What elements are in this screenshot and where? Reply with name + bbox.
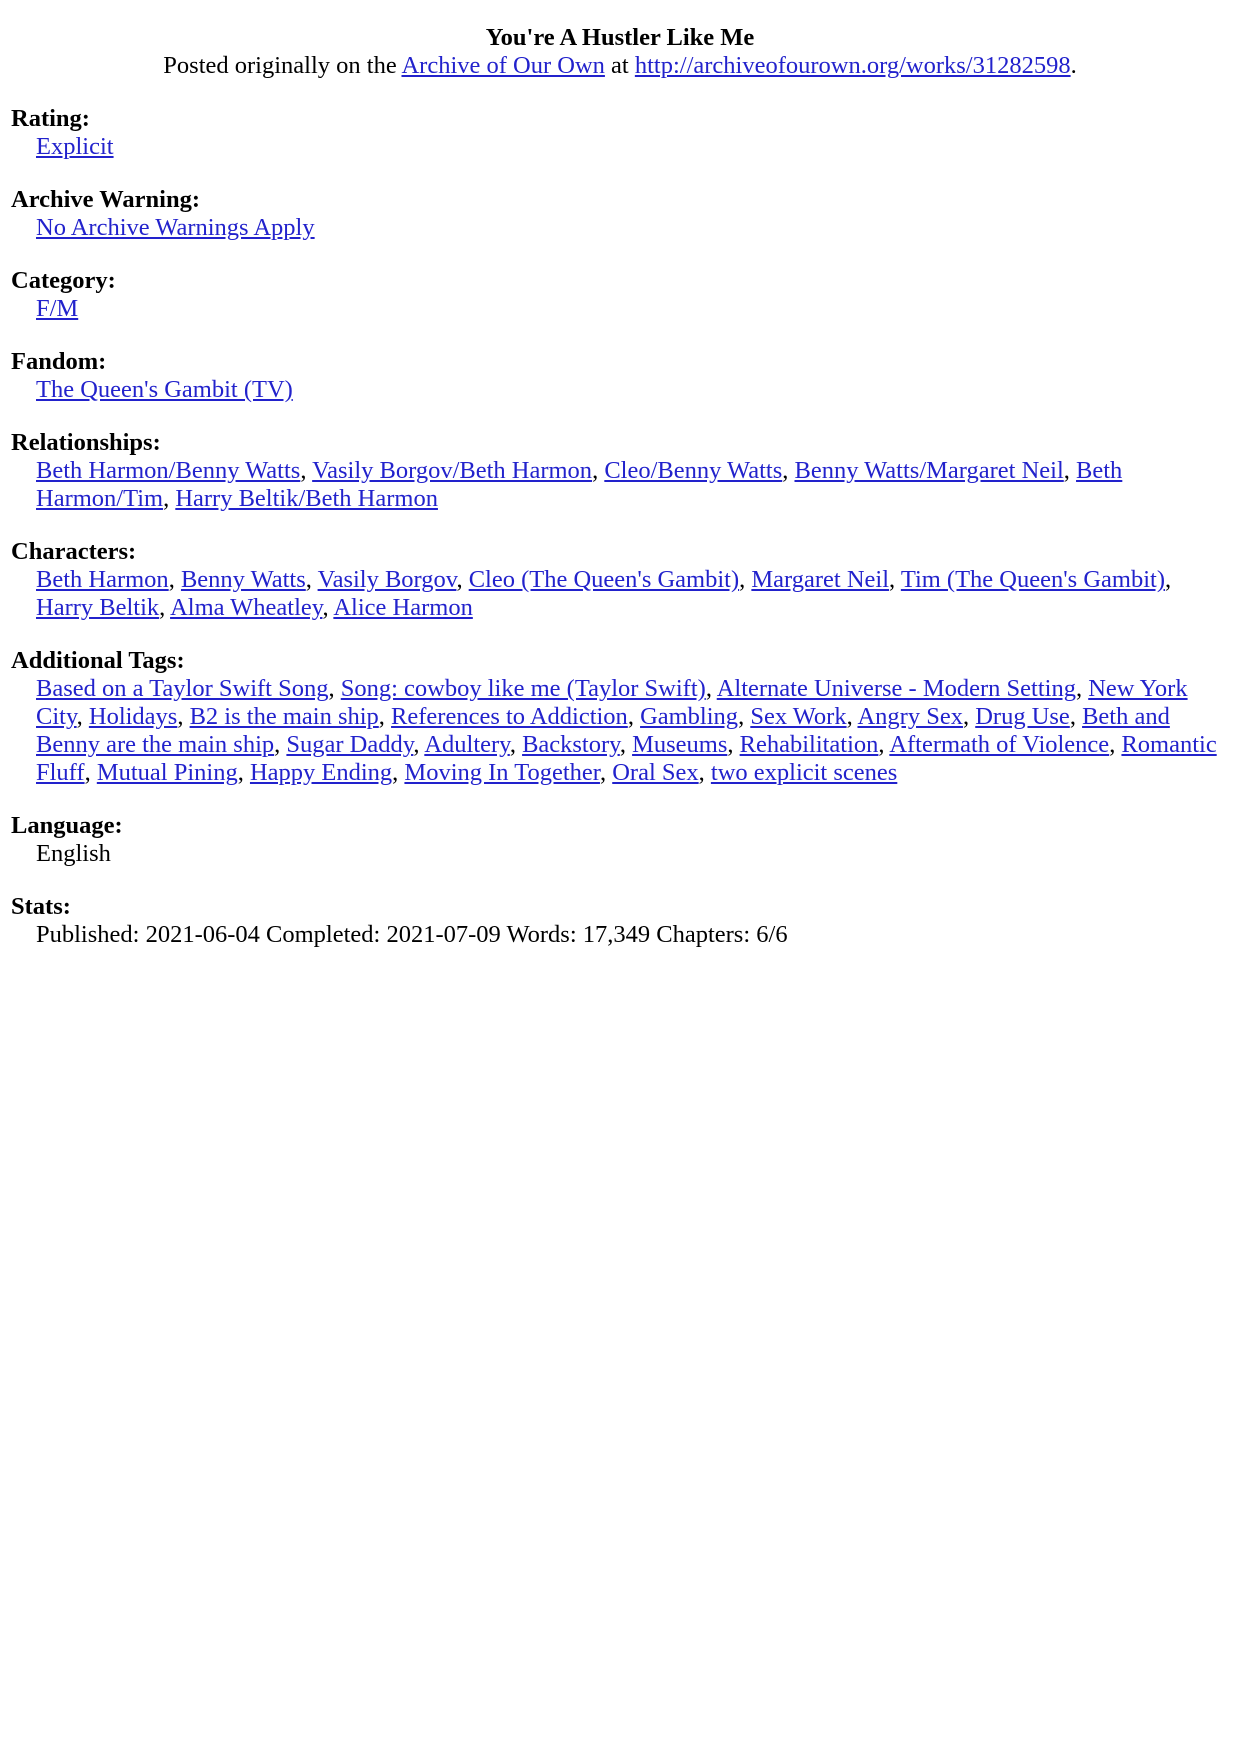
list-separator: ,: [705, 675, 717, 702]
additional-tag-link[interactable]: Holidays: [88, 703, 178, 730]
list-separator: ,: [782, 457, 795, 484]
additional-tag-links: [11, 675, 1229, 787]
list-separator: ,: [739, 566, 752, 593]
additional-tag-link[interactable]: B2 is the main ship: [189, 703, 379, 730]
additional-tag-link[interactable]: Drug Use: [975, 703, 1070, 730]
fandom-links: [11, 376, 1229, 404]
list-separator: ,: [163, 485, 176, 512]
list-separator: ,: [305, 566, 318, 593]
language-value: English: [36, 840, 111, 867]
stats-section: [11, 893, 1229, 949]
archive-warning-section: [11, 186, 1229, 242]
rating-label: Rating:: [11, 105, 90, 132]
list-separator: ,: [619, 731, 633, 758]
list-separator: ,: [1075, 675, 1089, 702]
list-separator: ,: [159, 594, 171, 621]
work-metadata: [11, 105, 1229, 949]
list-separator: ,: [1164, 566, 1172, 593]
character-link[interactable]: Benny Watts: [180, 566, 306, 593]
additional-tag-link[interactable]: Adultery: [424, 731, 510, 758]
relationship-link[interactable]: Cleo/Benny Watts: [604, 457, 783, 484]
list-separator: ,: [878, 731, 890, 758]
list-separator: ,: [378, 703, 392, 730]
list-separator: ,: [1109, 731, 1122, 758]
additional-tag-link[interactable]: Rehabilitation: [739, 731, 879, 758]
character-link[interactable]: Beth Harmon: [36, 566, 169, 593]
relationship-link[interactable]: Beth Harmon/Tim: [36, 457, 1123, 512]
category-link[interactable]: F/M: [36, 295, 79, 322]
stats-label: Stats:: [11, 893, 71, 920]
category-section: [11, 267, 1229, 323]
list-separator: ,: [300, 457, 313, 484]
posted-prefix: Posted originally on the: [163, 52, 397, 79]
additional-tag-link[interactable]: Mutual Pining: [96, 759, 238, 786]
category-label: Category:: [11, 267, 116, 294]
category-links: [11, 295, 1229, 323]
character-link[interactable]: Tim (The Queen's Gambit): [900, 566, 1165, 593]
additional-tag-link[interactable]: References to Addiction: [391, 703, 628, 730]
additional-tag-link[interactable]: Backstory: [522, 731, 620, 758]
list-separator: ,: [76, 703, 89, 730]
list-separator: ,: [627, 703, 641, 730]
fandom-section: [11, 348, 1229, 404]
stats-value: Published: 2021-06-04 Completed: 2021-07-09 Words: 17,349 Chapters: 6/6: [36, 921, 788, 948]
character-link[interactable]: Alma Wheatley: [170, 594, 323, 621]
list-separator: ,: [177, 703, 190, 730]
additional-tag-link[interactable]: Oral Sex: [612, 759, 699, 786]
relationship-links: [11, 457, 1229, 513]
character-link[interactable]: Cleo (The Queen's Gambit): [468, 566, 740, 593]
characters-section: [11, 538, 1229, 622]
list-separator: ,: [328, 675, 341, 702]
list-separator: ,: [84, 759, 97, 786]
list-separator: ,: [599, 759, 613, 786]
additional-tag-link[interactable]: Aftermath of Violence: [889, 731, 1110, 758]
additional-tag-link[interactable]: Sex Work: [750, 703, 847, 730]
additional-tags-section: [11, 647, 1229, 787]
additional-tag-link[interactable]: Song: cowboy like me (Taylor Swift): [340, 675, 706, 702]
language-section: [11, 812, 1229, 868]
list-separator: ,: [738, 703, 751, 730]
list-separator: ,: [237, 759, 250, 786]
list-separator: ,: [727, 731, 740, 758]
work-url-link[interactable]: http://archiveofourown.org/works/31282598: [634, 52, 1071, 79]
relationship-link[interactable]: Beth Harmon/Benny Watts: [36, 457, 301, 484]
character-link[interactable]: Alice Harmon: [333, 594, 473, 621]
character-link[interactable]: Vasily Borgov: [317, 566, 457, 593]
list-separator: ,: [592, 457, 605, 484]
character-link[interactable]: Harry Beltik: [36, 594, 160, 621]
list-separator: ,: [509, 731, 523, 758]
list-separator: ,: [322, 594, 334, 621]
list-separator: ,: [1069, 703, 1083, 730]
posted-middle: at: [611, 52, 629, 79]
relationship-link[interactable]: Benny Watts/Margaret Neil: [794, 457, 1064, 484]
additional-tag-link[interactable]: Museums: [632, 731, 728, 758]
additional-tag-link[interactable]: Happy Ending: [249, 759, 393, 786]
archive-warning-label: Archive Warning:: [11, 186, 200, 213]
archive-link[interactable]: Archive of Our Own: [401, 52, 605, 79]
posted-originally-line: [11, 52, 1229, 80]
additional-tag-link[interactable]: Alternate Universe - Modern Setting: [716, 675, 1076, 702]
list-separator: ,: [392, 759, 405, 786]
relationship-link[interactable]: Harry Beltik/Beth Harmon: [175, 485, 438, 512]
list-separator: ,: [698, 759, 711, 786]
list-separator: ,: [846, 703, 858, 730]
rating-links: [11, 133, 1229, 161]
additional-tag-link[interactable]: Romantic Fluff: [36, 731, 1217, 786]
list-separator: ,: [413, 731, 425, 758]
list-separator: ,: [1063, 457, 1077, 484]
additional-tag-link[interactable]: New York City: [36, 675, 1188, 730]
additional-tags-label: Additional Tags:: [11, 647, 185, 674]
characters-label: Characters:: [11, 538, 137, 565]
fandom-link[interactable]: The Queen's Gambit (TV): [36, 376, 293, 403]
posted-suffix: .: [1070, 52, 1077, 79]
language-label: Language:: [11, 812, 123, 839]
relationships-section: [11, 429, 1229, 513]
additional-tag-link[interactable]: two explicit scenes: [710, 759, 898, 786]
additional-tag-link[interactable]: Moving In Together: [404, 759, 600, 786]
archive-warning-links: [11, 214, 1229, 242]
additional-tag-link[interactable]: Angry Sex: [857, 703, 963, 730]
additional-tag-link[interactable]: Beth and Benny are the main ship: [36, 703, 1170, 758]
additional-tag-link[interactable]: Sugar Daddy: [286, 731, 414, 758]
rating-section: [11, 105, 1229, 161]
additional-tag-link[interactable]: Based on a Taylor Swift Song: [36, 675, 329, 702]
relationship-link[interactable]: Vasily Borgov/Beth Harmon: [312, 457, 593, 484]
relationships-label: Relationships:: [11, 429, 161, 456]
work-title: You're A Hustler Like Me: [485, 24, 755, 51]
list-separator: ,: [274, 731, 287, 758]
list-separator: ,: [962, 703, 976, 730]
list-separator: ,: [889, 566, 901, 593]
list-separator: ,: [456, 566, 469, 593]
character-links: [11, 566, 1229, 622]
archive-warning-link[interactable]: No Archive Warnings Apply: [36, 214, 315, 241]
fandom-label: Fandom:: [11, 348, 107, 375]
rating-link[interactable]: Explicit: [36, 133, 114, 160]
character-link[interactable]: Margaret Neil: [751, 566, 890, 593]
list-separator: ,: [168, 566, 181, 593]
additional-tag-link[interactable]: Gambling: [640, 703, 739, 730]
work-header: [11, 24, 1229, 80]
